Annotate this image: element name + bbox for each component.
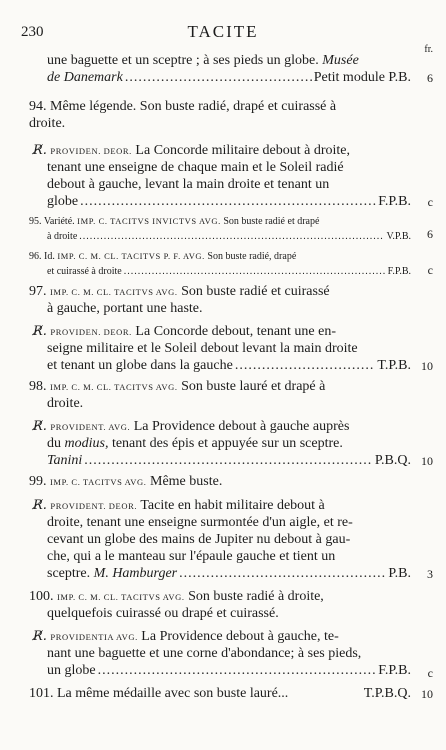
page-number: 230 bbox=[21, 24, 44, 40]
text-line: droite, tenant une enseigne surmontée d'un aigle, et re- bbox=[47, 515, 353, 530]
text-line: tenant une enseigne de chaque main et le Soleil radié bbox=[47, 160, 344, 175]
entry-97: 97. IMP. C. M. CL. TACITVS AVG. Son buste radié et cuirassé bbox=[29, 284, 330, 299]
rarity-value: 10 bbox=[421, 359, 433, 373]
entry-95: 95. Variété. IMP. C. TACITVS INVICTVS AVG. Son buste radié et drapé bbox=[29, 216, 320, 227]
text-line: sceptre. M. Hamburger ..... P.B. bbox=[47, 565, 411, 582]
rarity-value: 6 bbox=[427, 227, 433, 241]
text-line: quelquefois cuirassé ou drapé et cuirassé. bbox=[47, 606, 279, 621]
entry-99: 99. IMP. C. TACITVS AVG. Même buste. bbox=[29, 474, 223, 489]
text-line: à droite ..... V.P.B. bbox=[47, 228, 411, 245]
text-line: à gauche, portant une haste. bbox=[47, 301, 203, 316]
rarity-value: c bbox=[427, 195, 433, 209]
text-line: et cuirassé à droite ..... F.P.B. bbox=[47, 263, 411, 280]
text-line: cevant un globe des mains de Jupiter nu debout à gau- bbox=[47, 532, 351, 547]
entry-100: 100. IMP. C. M. CL. TACITVS AVG. Son buste radié à droite, bbox=[29, 589, 324, 604]
text-line: de Danemark ..... Petit module P.B. bbox=[47, 69, 411, 86]
reverse-line: R̸. PROVIDEN. DEOR. La Concorde debout, tenant une en- bbox=[33, 324, 337, 339]
reverse-line: R̸. PROVIDENT. DEOR. Tacite en habit militaire debout à bbox=[33, 498, 325, 513]
rarity-value: c bbox=[427, 263, 433, 277]
entry-101: 101. La même médaille avec son buste lauré... T.P.B.Q. bbox=[29, 686, 411, 701]
text-line: un globe ..... F.P.B. bbox=[47, 662, 411, 679]
text-line: che, qui a le manteau sur l'épaule gauche et tient un bbox=[47, 549, 336, 564]
rarity-value: 6 bbox=[427, 71, 433, 85]
text-line: seigne militaire et le Soleil debout levant la main droite bbox=[47, 341, 358, 356]
reverse-line: R̸. PROVIDEN. DEOR. La Concorde militaire debout à droite, bbox=[33, 143, 351, 158]
running-head: TACITE bbox=[187, 22, 259, 41]
rarity-value: 3 bbox=[427, 567, 433, 581]
rarity-value: c bbox=[427, 666, 433, 680]
entry-96: 96. Id. IMP. C. M. CL. TACITVS P. F. AVG. Son buste radié, drapé bbox=[29, 251, 297, 262]
entry-94: 94. Même légende. Son buste radié, drapé et cuirassé à bbox=[29, 99, 337, 114]
reverse-line: R̸. PROVIDENT. AVG. La Providence debout à gauche auprès bbox=[33, 419, 350, 434]
text-line: et tenant un globe dans la gauche ..... T.P.B. bbox=[47, 357, 411, 374]
text-line: du modius, tenant des épis et appuyée sur un sceptre. bbox=[47, 436, 343, 451]
rarity-value: 10 bbox=[421, 454, 433, 468]
text-line: debout à gauche, levant la main droite et tenant un bbox=[47, 177, 330, 192]
reverse-line: R̸. PROVIDENTIA AVG. La Providence debout à gauche, te- bbox=[33, 629, 339, 644]
rarity-value: 10 bbox=[421, 687, 433, 701]
text-line: droite. bbox=[47, 396, 84, 411]
text-line: nant une baguette et une corne d'abondance; à ses pieds, bbox=[47, 646, 362, 661]
text-line: une baguette et un sceptre ; à ses pieds un globe. Musée bbox=[47, 53, 359, 68]
column-header-fr: fr. bbox=[424, 44, 433, 55]
text-line: globe ..... F.P.B. bbox=[47, 193, 411, 210]
text-line: droite. bbox=[29, 116, 66, 131]
entry-98: 98. IMP. C. M. CL. TACITVS AVG. Son buste lauré et drapé à bbox=[29, 379, 326, 394]
text-line: Tanini ..... P.B.Q. bbox=[47, 452, 411, 469]
